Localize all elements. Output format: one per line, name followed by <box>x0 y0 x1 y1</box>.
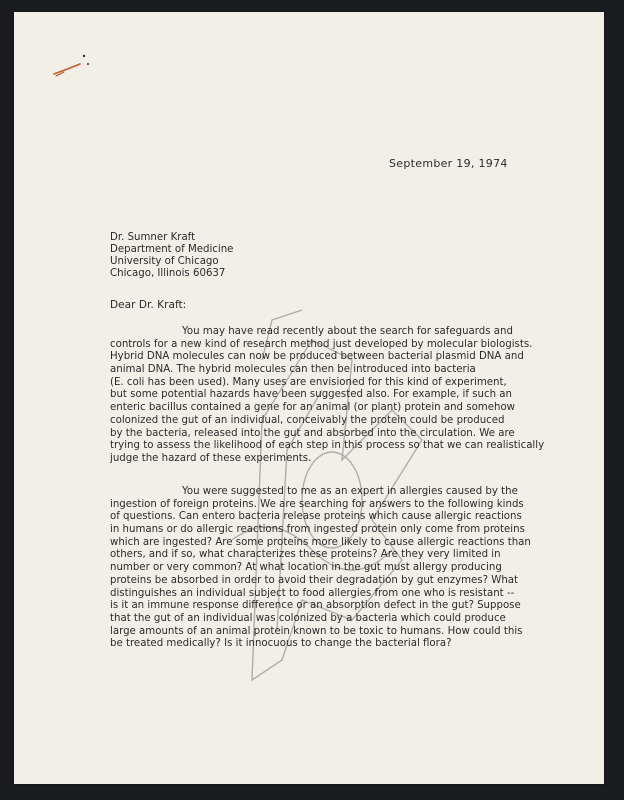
salutation: Dear Dr. Kraft: <box>110 299 187 311</box>
letter-page <box>14 12 604 784</box>
paragraph-line: judge the hazard of these experiments. <box>110 452 312 464</box>
paragraph-line: others, and if so, what characterizes these proteins? Are they very limited in <box>110 549 501 561</box>
letter-date: September 19, 1974 <box>389 157 508 170</box>
paragraph-line: of questions. Can entero bacteria release proteins which cause allergic reactions <box>110 511 522 523</box>
paragraph-line: colonized the gut of an individual, conceivably the protein could be produced <box>110 414 505 426</box>
paragraph-line: animal DNA. The hybrid molecules can then be introduced into bacteria <box>110 364 476 376</box>
paragraph-line: is it an immune response difference or an absorption defect in the gut? Suppose <box>110 600 521 612</box>
paragraph-line: distinguishes an individual subject to food allergies from one who is resistant -- <box>110 587 515 599</box>
paragraph-line: number or very common? At what location in the gut must allergy producing <box>110 562 502 574</box>
paragraph-line: You may have read recently about the search for safeguards and <box>182 326 513 337</box>
paragraph-line: that the gut of an individual was colonized by a bacteria which could produce <box>110 612 506 624</box>
recipient-city: Chicago, Illinois 60637 <box>110 268 226 279</box>
paragraph-line: enteric bacillus contained a gene for an animal (or plant) protein and somehow <box>110 402 516 414</box>
paragraph-line: proteins be absorbed in order to avoid their degradation by gut enzymes? What <box>110 574 519 586</box>
letter-body <box>14 12 604 784</box>
paragraph-line: You were suggested to me as an expert in allergies caused by the <box>182 486 518 497</box>
recipient-institution: University of Chicago <box>110 256 219 267</box>
paragraph-line: large amounts of an animal protein known to be toxic to humans. How could this <box>110 625 523 637</box>
paragraph-line: Hybrid DNA molecules can now be produced between bacterial plasmid DNA and <box>110 351 524 363</box>
recipient-name: Dr. Sumner Kraft <box>110 232 196 243</box>
paragraph-line: ingestion of foreign proteins. We are searching for answers to the following kinds <box>110 498 524 510</box>
paragraph-2 <box>110 486 550 651</box>
paragraph-line: but some potential hazards have been suggested also. For example, if such an <box>110 389 512 401</box>
paragraph-line: by the bacteria, released into the gut and absorbed into the circulation. We are <box>110 427 515 439</box>
recipient-address <box>110 232 233 280</box>
paragraph-line: be treated medically? Is it innocuous to change the bacterial flora? <box>110 638 452 650</box>
recipient-department: Department of Medicine <box>110 244 234 255</box>
paragraph-line: trying to assess the likelihood of each step in this process so that we can realistically <box>110 440 545 452</box>
paragraph-line: which are ingested? Are some proteins more likely to cause allergic reactions than <box>110 536 531 548</box>
paragraph-1 <box>110 326 550 466</box>
paragraph-line: controls for a new kind of research method just developed by molecular biologists. <box>110 338 533 350</box>
paragraph-line: in humans or do allergic reactions from ingested protein only come from proteins <box>110 524 525 536</box>
paragraph-line: (E. coli has been used). Many uses are envisioned for this kind of experiment, <box>110 376 507 388</box>
